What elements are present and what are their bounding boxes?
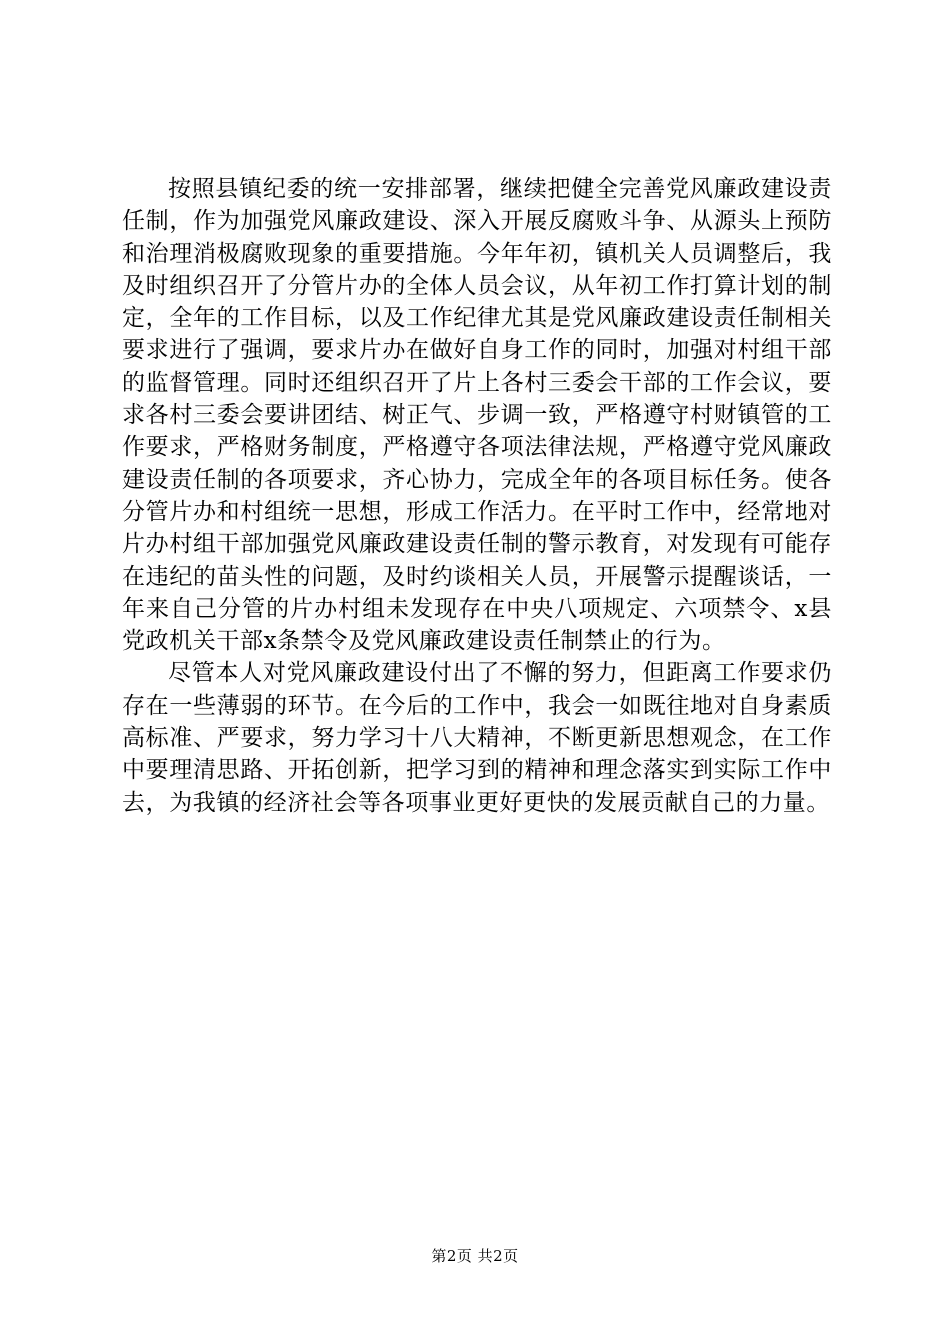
body-paragraph-1: 按照县镇纪委的统一安排部署，继续把健全完善党风廉政建设责任制，作为加强党风廉政建设、深入开展反腐败斗争、从源头上预防和治理消极腐败现象的重要措施。今年年初，镇机关人员调整后，我及时组织召开了分管片办的全体人员会议，从年初工作打算计划的制定，全年的工作目标，以及工作纪律尤其是党风廉政建设责任制相关要求进行了强调，要求片办在做好自身工作的同时，加强对村组干部的监督管理。同时还组织召开了片上各村三委会干部的工作会议，要求各村三委会要讲团结、树正气、步调一致，严格遵守村财镇管的工作要求，严格财务制度，严格遵守各项法律法规，严格遵守党风廉政建设责任制的各项要求，齐心协力，完成全年的各项目标任务。使各分管片办和村组统一思想，形成工作活力。在平时工作中，经常地对片办村组干部加强党风廉政建设责任制的警示教育，对发现有可能存在违纪的苗头性的问题，及时约谈相关人员，开展警示提醒谈话，一年来自己分管的片办村组未发现存在中央八项规定、六项禁令、x县党政机关干部x条禁令及党风廉政建设责任制禁止的行为。 xyxy=(122,176,832,655)
page-number-footer: 第2页 共2页 xyxy=(431,1247,519,1265)
document-body xyxy=(122,173,832,819)
body-paragraph-2: 尽管本人对党风廉政建设付出了不懈的努力，但距离工作要求仍存在一些薄弱的环节。在今后的工作中，我会一如既往地对自身素质高标准、严要求，努力学习十八大精神，不断更新思想观念，在工作中要理清思路、开拓创新，把学习到的精神和理念落实到实际工作中去，为我镇的经济社会等各项事业更好更快的发展贡献自己的力量。 xyxy=(122,660,832,816)
